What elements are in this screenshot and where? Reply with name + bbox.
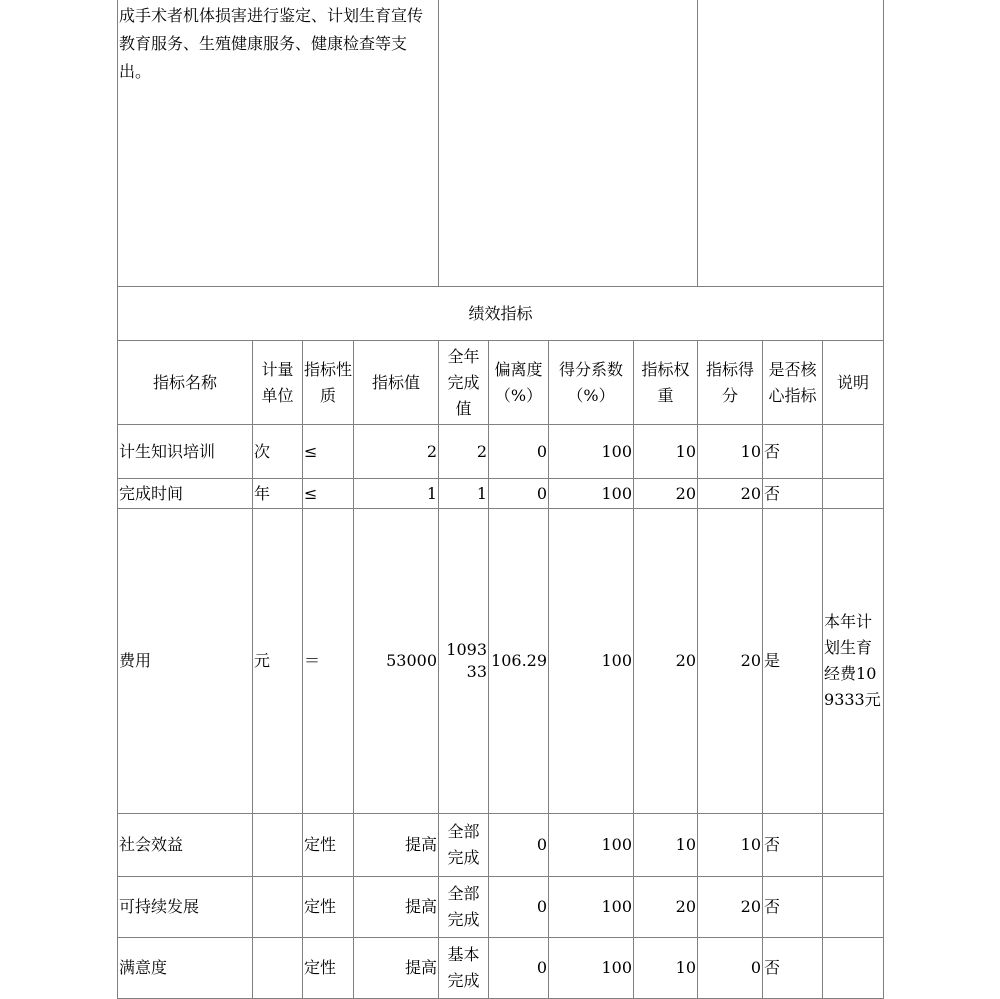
cell-name: 可持续发展 [118,877,253,938]
cell-actual: 1 [439,479,489,509]
cell-nature: 定性 [303,814,354,877]
header-col-nature: 指标性质 [303,341,354,425]
cell-target: 53000 [354,509,439,814]
header-col-coef: 得分系数（%） [549,341,634,425]
cell-note [823,877,884,938]
cell-coef: 100 [549,877,634,938]
table-row [118,938,884,999]
cell-target: 提高 [354,877,439,938]
cell-target: 2 [354,425,439,479]
cell-weight: 10 [634,814,698,877]
cell-actual: 基本完成 [439,938,489,999]
cell-weight: 10 [634,425,698,479]
cell-score: 0 [698,938,763,999]
cell-coef: 100 [549,479,634,509]
cell-coef: 100 [549,814,634,877]
cell-name: 费用 [118,509,253,814]
cell-weight: 20 [634,877,698,938]
header-col-weight: 指标权重 [634,341,698,425]
cell-score: 20 [698,877,763,938]
cell-unit [253,938,303,999]
cell-target: 提高 [354,814,439,877]
cell-note [823,814,884,877]
cell-actual: 全部完成 [439,814,489,877]
cell-weight: 20 [634,479,698,509]
performance-table [117,0,884,999]
cell-target: 1 [354,479,439,509]
cell-coef: 100 [549,938,634,999]
cell-core: 否 [763,877,823,938]
cell-core: 是 [763,509,823,814]
cell-core: 否 [763,938,823,999]
cell-unit: 年 [253,479,303,509]
cell-unit: 元 [253,509,303,814]
cell-note: 本年计划生育经费109333元 [823,509,884,814]
cell-nature: ≤ [303,479,354,509]
header-col-core: 是否核心指标 [763,341,823,425]
cell-nature: ≤ [303,425,354,479]
cell-weight: 20 [634,509,698,814]
header-col-unit: 计量单位 [253,341,303,425]
empty-cell [698,0,884,287]
cell-core: 否 [763,814,823,877]
header-col-note: 说明 [823,341,884,425]
cell-name: 完成时间 [118,479,253,509]
cell-actual: 2 [439,425,489,479]
table-row [118,877,884,938]
cell-nature: 定性 [303,877,354,938]
header-col-name: 指标名称 [118,341,253,425]
cell-note [823,938,884,999]
cell-note [823,479,884,509]
description-cell: 成手术者机体损害进行鉴定、计划生育宣传教育服务、生殖健康服务、健康检查等支出。 [118,0,439,287]
header-row [118,341,884,425]
cell-note [823,425,884,479]
cell-score: 20 [698,479,763,509]
empty-cell [439,0,698,287]
cell-score: 20 [698,509,763,814]
cell-core: 否 [763,479,823,509]
cell-deviation: 0 [489,938,549,999]
table-row [118,509,884,814]
cell-actual: 全部完成 [439,877,489,938]
cell-nature: 定性 [303,938,354,999]
cell-target: 提高 [354,938,439,999]
cell-score: 10 [698,425,763,479]
cell-unit [253,814,303,877]
header-col-target: 指标值 [354,341,439,425]
cell-deviation: 0 [489,425,549,479]
cell-name: 满意度 [118,938,253,999]
table-row [118,425,884,479]
cell-weight: 10 [634,938,698,999]
cell-core: 否 [763,425,823,479]
section-title: 绩效指标 [118,287,884,341]
header-col-score: 指标得分 [698,341,763,425]
cell-nature: ＝ [303,509,354,814]
cell-unit: 次 [253,425,303,479]
section-title-row [118,287,884,341]
table-row [118,814,884,877]
cell-deviation: 106.29 [489,509,549,814]
cell-coef: 100 [549,509,634,814]
cell-unit [253,877,303,938]
cell-deviation: 0 [489,814,549,877]
description-row [118,0,884,287]
header-col-deviation: 偏离度（%） [489,341,549,425]
cell-name: 计生知识培训 [118,425,253,479]
cell-coef: 100 [549,425,634,479]
cell-score: 10 [698,814,763,877]
header-col-actual: 全年完成值 [439,341,489,425]
cell-deviation: 0 [489,479,549,509]
cell-name: 社会效益 [118,814,253,877]
table-row [118,479,884,509]
cell-actual: 109333 [439,509,489,814]
cell-deviation: 0 [489,877,549,938]
